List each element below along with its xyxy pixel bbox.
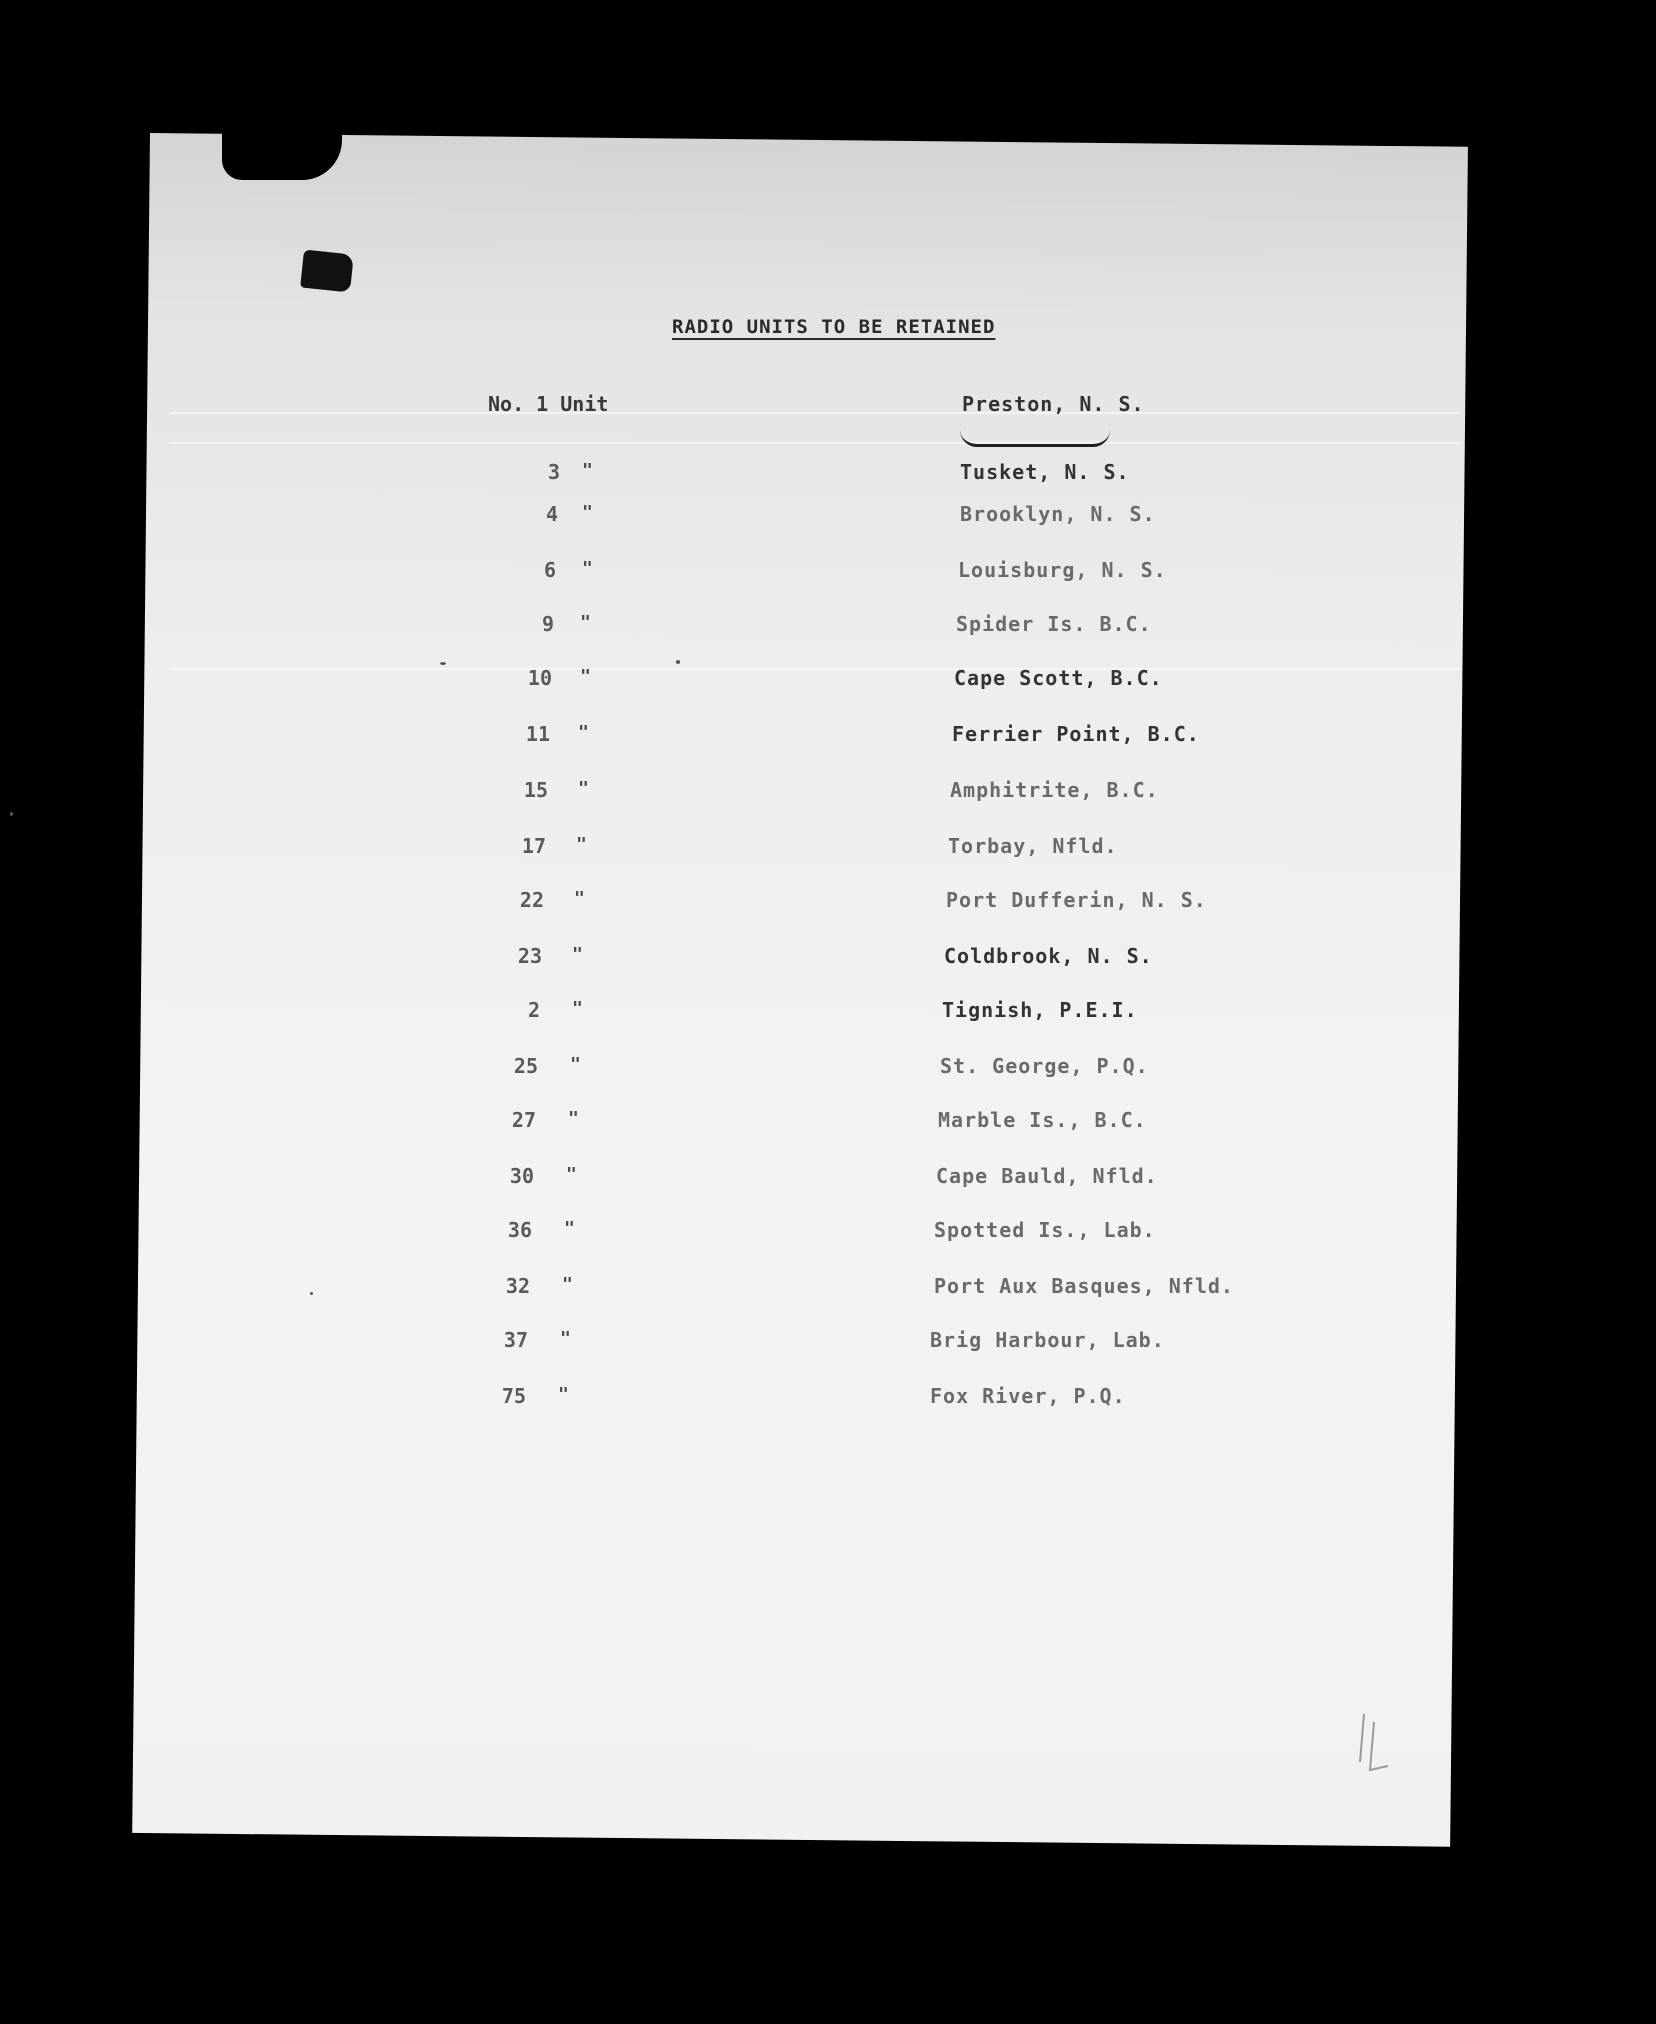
list-item	[0, 722, 1656, 762]
unit-number: 11	[525, 722, 550, 746]
unit-location: Amphitrite, B.C.	[950, 778, 1159, 802]
list-item	[0, 502, 1656, 542]
unit-number: 25	[513, 1054, 538, 1078]
unit-number: 2	[527, 998, 540, 1022]
speck	[310, 1292, 313, 1295]
list-item	[0, 392, 1656, 432]
unit-location: Marble Is., B.C.	[938, 1108, 1147, 1132]
ditto-mark: "	[582, 558, 593, 579]
ditto-mark: "	[580, 612, 591, 633]
list-item	[0, 1274, 1656, 1314]
unit-number: 75	[501, 1384, 526, 1408]
unit-location: Cape Bauld, Nfld.	[936, 1164, 1158, 1188]
fold-line	[170, 442, 1460, 444]
unit-location: Brig Harbour, Lab.	[930, 1328, 1165, 1352]
unit-number: 15	[523, 778, 548, 802]
unit-location: Port Aux Basques, Nfld.	[934, 1274, 1234, 1298]
ink-blot	[300, 249, 354, 292]
ditto-mark: "	[566, 1164, 577, 1185]
unit-location: Brooklyn, N. S.	[960, 502, 1156, 526]
unit-location: Coldbrook, N. S.	[944, 944, 1153, 968]
ditto-mark: "	[582, 460, 593, 481]
list-item	[0, 1384, 1656, 1424]
list-item	[0, 612, 1656, 652]
unit-header-label: No. 1 Unit	[488, 392, 609, 416]
unit-location: Tusket, N. S.	[960, 460, 1130, 484]
ditto-mark: "	[558, 1384, 569, 1405]
unit-number: 9	[541, 612, 554, 636]
unit-number: 22	[519, 888, 544, 912]
ditto-mark: "	[560, 1328, 571, 1349]
torn-corner	[222, 128, 342, 180]
list-item	[0, 944, 1656, 984]
speck	[10, 812, 13, 816]
ditto-mark: "	[564, 1218, 575, 1239]
unit-number: 6	[543, 558, 556, 582]
ditto-mark: "	[574, 888, 585, 909]
pencil-mark	[1356, 1712, 1392, 1772]
ditto-mark: "	[570, 1054, 581, 1075]
unit-number: 3	[547, 460, 560, 484]
speck	[676, 660, 680, 664]
unit-location: Tignish, P.E.I.	[942, 998, 1138, 1022]
unit-location: Louisburg, N. S.	[958, 558, 1167, 582]
unit-number: 17	[521, 834, 546, 858]
ditto-mark: "	[582, 502, 593, 523]
unit-number: 4	[545, 502, 558, 526]
list-item	[0, 1328, 1656, 1368]
unit-location: Spider Is. B.C.	[956, 612, 1152, 636]
unit-number: 30	[509, 1164, 534, 1188]
unit-location: Ferrier Point, B.C.	[952, 722, 1200, 746]
list-item	[0, 778, 1656, 818]
ditto-mark: "	[568, 1108, 579, 1129]
unit-location: Fox River, P.Q.	[930, 1384, 1126, 1408]
unit-number: 10	[527, 666, 552, 690]
list-item	[0, 888, 1656, 928]
unit-number: 37	[503, 1328, 528, 1352]
list-item	[0, 558, 1656, 598]
unit-location: Torbay, Nfld.	[948, 834, 1118, 858]
list-item	[0, 460, 1656, 500]
ditto-mark: "	[580, 666, 591, 687]
ditto-mark: "	[578, 722, 589, 743]
list-item	[0, 1218, 1656, 1258]
unit-number: 36	[507, 1218, 532, 1242]
list-item	[0, 834, 1656, 874]
paper-sheet	[132, 133, 1468, 1847]
list-item	[0, 1108, 1656, 1148]
document-title: RADIO UNITS TO BE RETAINED	[672, 316, 996, 338]
ditto-mark: "	[572, 998, 583, 1019]
ditto-mark: "	[576, 834, 587, 855]
list-item	[0, 666, 1656, 706]
unit-number: 27	[511, 1108, 536, 1132]
unit-number: 32	[505, 1274, 530, 1298]
list-item	[0, 1054, 1656, 1094]
list-item	[0, 998, 1656, 1038]
speck	[440, 662, 446, 665]
unit-location: Preston, N. S.	[962, 392, 1145, 416]
unit-location: Port Dufferin, N. S.	[946, 888, 1207, 912]
unit-location: Spotted Is., Lab.	[934, 1218, 1156, 1242]
unit-location: Cape Scott, B.C.	[954, 666, 1163, 690]
ditto-mark: "	[578, 778, 589, 799]
unit-location: St. George, P.Q.	[940, 1054, 1149, 1078]
unit-number: 23	[517, 944, 542, 968]
ditto-mark: "	[572, 944, 583, 965]
list-item	[0, 1164, 1656, 1204]
pen-underline-mark	[960, 430, 1110, 447]
ditto-mark: "	[562, 1274, 573, 1295]
